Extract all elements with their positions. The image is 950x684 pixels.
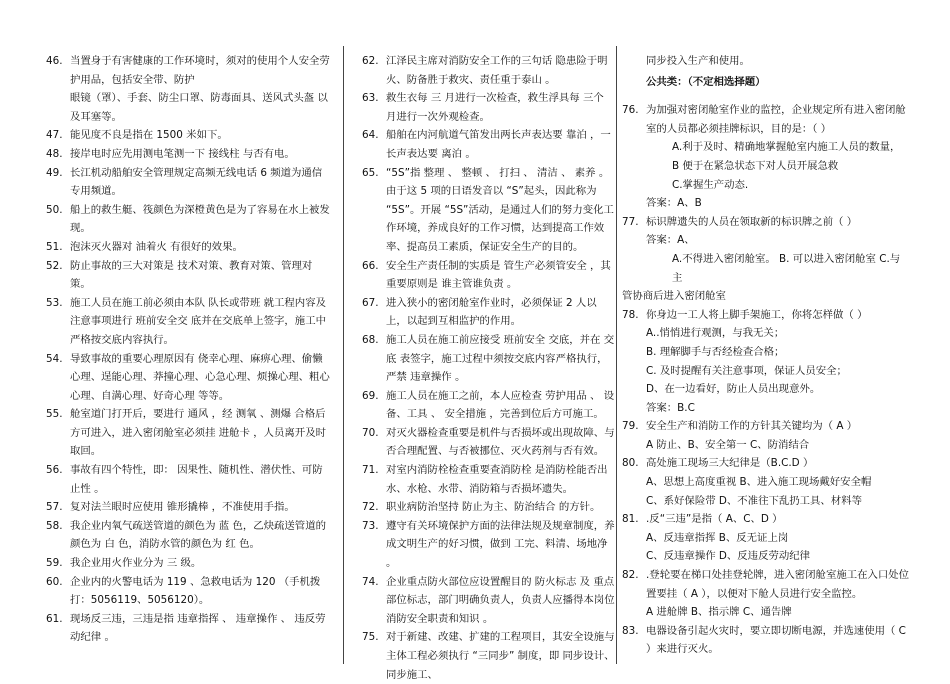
question-number: 62. [362, 55, 379, 67]
text-line: D、在一边看好，防止人员出现意外。 [646, 383, 821, 396]
question-number: 53. [46, 296, 63, 309]
text-line: A.利于及时、精确地掌握舱室内施工人员的数量， [672, 141, 901, 154]
text-line [622, 91, 910, 101]
question-text: “5S”指 整理 、 整顿 、 打扫 、 清洁 、 素养 。由于这 5 项的日语发音以 “S”起头，因此称为 “5S”。开展 “5S”活动，是通过人们的努力变化工作环境，养成良好的工作习惯，达到提高工作效率、提高员工素质，保证安全生产的目的。 [386, 166, 614, 253]
text-line: 同步投入生产和使用。 [646, 55, 750, 67]
question-number: 81. [622, 513, 639, 526]
question-item [362, 294, 616, 331]
question-number: 65. [362, 166, 379, 179]
question-number: 47. [46, 129, 63, 142]
question-text: 泡沫灭火器对 油着火 有很好的效果。 [70, 240, 243, 253]
question-number: 72. [362, 501, 379, 514]
question-text: 我企业用火作业分为 三 级。 [70, 557, 202, 570]
question-number: 83. [622, 624, 639, 637]
column-3 [622, 52, 910, 659]
question-text: 为加强对密闭舱室作业的监控，企业规定所有进入密闭舱室的人员都必须挂牌标识，目的是：（ ） [646, 104, 906, 135]
question-item [622, 566, 910, 603]
question-item [362, 331, 616, 387]
question-item [46, 126, 332, 145]
question-number: 50. [46, 203, 63, 216]
question-text: 施工人员在施工前应接受 班前安全 交底，并在 交底 表签字，施工过程中须按交底内容严格执行，严禁 违章操作 。 [386, 333, 615, 384]
question-item [622, 510, 910, 529]
question-number: 79. [622, 420, 639, 433]
question-text: 职业病防治坚持 防止为主、防治结合 的方针。 [386, 501, 601, 514]
question-text: 安全生产责任制的实质是 管生产必须管安全 ，其重要原则是 谁主管谁负责 。 [386, 259, 611, 291]
question-item [362, 387, 616, 424]
text-line: 答案：A、B [646, 197, 702, 210]
question-text: 对灭火器检查重要是机件与否损坏或出现故障、与否合理配置、与否被挪位、灭火药剂与否有效。 [386, 426, 615, 458]
section-heading: 公共类：（不定相选择题） [646, 75, 766, 88]
question-number: 54. [46, 352, 63, 365]
text-line: A 防止、B、安全第一 C、防消结合 [646, 438, 810, 451]
question-item [46, 405, 332, 461]
question-number: 80. [622, 457, 639, 470]
question-number: 73. [362, 519, 379, 532]
question-item [362, 573, 616, 629]
question-number: 58. [46, 519, 63, 532]
question-number: 82. [622, 569, 639, 582]
question-number: 63. [362, 92, 379, 105]
question-item [46, 257, 332, 294]
question-text: 我企业内氧气疏送管道的颜色为 蓝 色，乙炔疏送管道的颜色为 白 色，消防水管的颜色为 红 色。 [70, 519, 326, 551]
question-number: 51. [46, 240, 63, 253]
question-item [362, 424, 616, 461]
question-text: 江泽民主席对消防安全工作的三句话 隐患险于明火、防备胜于救灾、责任重于泰山 。 [386, 55, 608, 86]
text-line: A、反违章指挥 B、反无证上岗 [646, 531, 789, 544]
question-item [46, 164, 332, 201]
question-item [362, 52, 616, 89]
question-text: 导致事故的重要心理原因有 侥幸心理、麻痹心理、偷懒心理、逞能心理、莽撞心理、心急心理、烦操心理、粗心心理、自满心理、好奇心理 等等。 [70, 352, 330, 402]
question-item [622, 101, 910, 138]
column-divider [343, 46, 344, 664]
question-text: 当置身于有害健康的工作环境时，须对的使用个人安全劳护用品，包括安全带、防护 [70, 55, 330, 86]
question-number: 64. [362, 129, 379, 142]
question-item [46, 610, 332, 647]
question-number: 61. [46, 612, 63, 625]
question-text: 长江机动船舶安全管理规定高频无线电话 6 频道为通信专用频道。 [70, 166, 323, 198]
text-line: B 便于在紧急状态下对人员开展急救 [672, 159, 839, 172]
text-line: C、系好保险带 D、不准往下乱扔工具、材料等 [646, 494, 862, 507]
text-line: A、思想上高度重视 B、进入施工现场戴好安全帽 [646, 476, 872, 489]
question-text: 对于新建、改建、扩建的工程项目，其安全设施与主体工程必须执行 “三同步” 制度，即 同步设计、同步施工、 [386, 631, 615, 681]
question-number: 75. [362, 631, 379, 644]
text-line: 答案：A、 [646, 234, 695, 247]
question-number: 77. [622, 215, 639, 228]
question-text: 对室内消防栓检查重要查消防栓 是消防栓能否出水、水枪、水带、消防箱与否损坏遗失。 [386, 464, 608, 495]
question-item [46, 145, 332, 164]
question-item [622, 213, 910, 232]
text-line: 管协商后进入密闭舱室 [622, 290, 726, 303]
question-text: 舱室道门打开后，要进行 通风 ，经 测氧 、测爆 合格后方可进入，进入密闭舱室必须挂 进舱卡 ，人员离开及时取回。 [70, 408, 326, 458]
question-text: 接岸电时应先用测电笔测一下 接线柱 与否有电。 [70, 147, 295, 160]
question-text: .登轮要在梯口处挂登轮牌，进入密闭舱室施工在入口处位置要挂（ A ），以便对下舱人员进行安全监控。 [646, 569, 910, 600]
question-text: 企业重点防火部位应设置醒目的 防火标志 及 重点部位标志，部门明确负责人，负责人应播得本岗位 消防安全职责和知识 。 [386, 575, 615, 625]
question-item [622, 454, 910, 473]
column-2 [362, 52, 616, 684]
question-number: 70. [362, 426, 379, 439]
question-text: 你身边一工人将上脚手架施工，你将怎样做（ ） [646, 308, 868, 321]
question-text: .反“三违”是指（ A、C、D ） [646, 513, 783, 526]
column-1 [46, 52, 332, 647]
question-item [362, 628, 616, 684]
question-number: 76. [622, 104, 639, 117]
text-line: C.掌握生产动态. [672, 178, 749, 191]
question-item [46, 498, 332, 517]
question-text: 进入狭小的密闭舱室作业时，必须保证 2 人以上，以起到互相监护的作用。 [386, 296, 597, 328]
question-text: 能见度不良是指在 1500 米如下。 [70, 129, 228, 142]
question-text: 遵守有关环境保护方面的法律法规及规章制度，养成文明生产的好习惯，做到 工完、料清、场地净 。 [386, 519, 615, 570]
question-text: 防止事故的三大对策是 技术对策、教育对策、管理对策。 [70, 259, 313, 291]
question-text: 施工人员在施工前必须由本队 队长或带班 就工程内容及注意事项进行 班前安全交 底并在交底单上签字，施工中严格按交底内容执行。 [70, 296, 326, 346]
question-item [46, 294, 332, 350]
question-item [362, 164, 616, 257]
question-item [622, 622, 910, 659]
question-item [362, 461, 616, 498]
question-number: 56. [46, 464, 63, 477]
question-number: 46. [46, 55, 63, 67]
question-item [362, 89, 616, 126]
text-line: 答案：B.C [646, 401, 695, 414]
question-number: 48. [46, 147, 63, 160]
question-item [622, 306, 910, 325]
question-number: 69. [362, 389, 379, 402]
question-number: 49. [46, 166, 63, 179]
question-number: 66. [362, 259, 379, 272]
question-item [362, 517, 616, 573]
text-line: A 进舱牌 B、指示牌 C、通告牌 [646, 606, 792, 619]
question-number: 59. [46, 557, 63, 570]
question-item [46, 517, 332, 554]
question-text: 船舶在内河航道气笛发出两长声表达要 靠泊 ，一长声表达要 离泊 。 [386, 129, 611, 160]
text-line: A.不得进入密闭舱室。 B. 可以进入密闭舱室 C.与主 [672, 252, 901, 284]
question-item [46, 554, 332, 573]
question-text: 事故有四个特性，即： 因果性、随机性、潜伏性、可防止性 。 [70, 464, 323, 495]
question-text: 救生衣每 三 月进行一次检查，救生浮具每 三个 月进行一次外观检查。 [386, 92, 604, 123]
question-item [46, 52, 332, 89]
column-divider [616, 46, 617, 664]
question-item [46, 201, 332, 238]
question-item [46, 350, 332, 406]
text-line: 眼镜（罩）、手套、防尘口罩、防毒面具、送风式头盔 以及耳塞等。 [70, 92, 328, 123]
question-text: 现场反三违，三违是指 违章指挥 、 违章操作 、 违反劳动纪律 。 [70, 612, 326, 644]
question-number: 57. [46, 501, 63, 514]
question-item [362, 257, 616, 294]
text-line: C. 及时提醒有关注意事项，保证人员安全； [646, 364, 847, 377]
question-text: 船上的救生艇、筏颜色为深橙黄色是为了容易在水上被发现。 [70, 203, 330, 235]
question-text: 施工人员在施工之前，本人应检查 劳护用品 、 设备、工具 、 安全措施 ，完善到位后方可施工。 [386, 389, 615, 421]
question-number: 55. [46, 408, 63, 421]
question-text: 标识牌遗失的人员在领取新的标识牌之前（ ） [646, 215, 858, 228]
question-item [46, 461, 332, 498]
text-line: B. 理解脚手与否经检查合格； [646, 345, 785, 358]
question-item [46, 238, 332, 257]
question-number: 52. [46, 259, 63, 272]
question-number: 68. [362, 333, 379, 346]
question-text: 高处施工现场三大纪律是（B.C.D ） [646, 457, 814, 470]
text-line: A..悄悄进行观测，与我无关； [646, 327, 785, 340]
question-item [362, 126, 616, 163]
question-text: 复对法兰眼时应使用 锥形撬棒 ，不准使用手指。 [70, 501, 295, 514]
question-number: 60. [46, 575, 63, 588]
text-line: C、反违章操作 D、反违反劳动纪律 [646, 550, 811, 563]
question-text: 企业内的火警电话为 119 、急救电话为 120 （手机拨打：5056119、5056120）。 [70, 575, 321, 607]
question-number: 74. [362, 575, 379, 588]
question-item [362, 498, 616, 517]
question-number: 71. [362, 464, 379, 477]
question-number: 78. [622, 308, 639, 321]
question-item [46, 573, 332, 610]
question-item [622, 417, 910, 436]
question-number: 67. [362, 296, 379, 309]
question-text: 电器设备引起火灾时，要立即切断电源，并选速使用（ C ）来进行灭火。 [646, 624, 906, 656]
question-text: 安全生产和消防工作的方针其关键均为（ A ） [646, 420, 858, 433]
